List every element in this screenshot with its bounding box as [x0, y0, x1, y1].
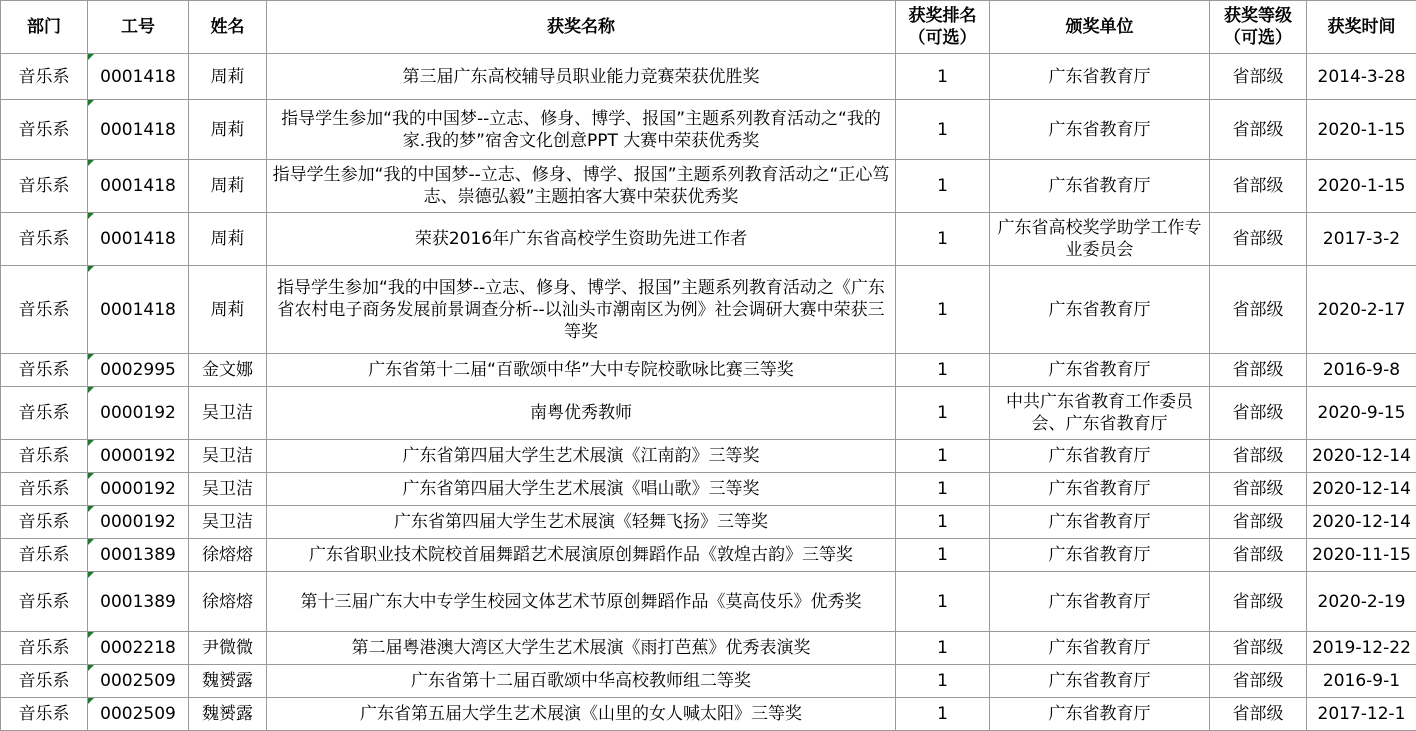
employee-id-cell[interactable]: 0002509 [88, 665, 189, 698]
award-date-cell[interactable]: 2020-12-14 [1307, 473, 1416, 506]
department-cell[interactable]: 音乐系 [1, 266, 88, 354]
award-date-cell[interactable]: 2017-3-2 [1307, 213, 1416, 266]
employee-id-cell[interactable]: 0000192 [88, 506, 189, 539]
award-name-cell[interactable]: 南粤优秀教师 [267, 387, 896, 440]
employee-id-cell[interactable]: 0001418 [88, 213, 189, 266]
col-header-award-date[interactable]: 获奖时间 [1307, 1, 1416, 54]
employee-id-cell[interactable]: 0002995 [88, 354, 189, 387]
table-row [1, 572, 1416, 632]
award-level-cell[interactable]: 省部级 [1210, 473, 1307, 506]
name-cell[interactable]: 徐熔熔 [189, 539, 267, 572]
employee-id-cell[interactable]: 0001418 [88, 54, 189, 100]
award-rank-cell[interactable]: 1 [896, 354, 990, 387]
employee-id-cell[interactable]: 0002509 [88, 698, 189, 731]
award-name-cell[interactable]: 第二届粤港澳大湾区大学生艺术展演《雨打芭蕉》优秀表演奖 [267, 632, 896, 665]
employee-id-cell[interactable]: 0001389 [88, 539, 189, 572]
awarding-body-cell[interactable]: 广东省教育厅 [990, 539, 1210, 572]
awarding-body-cell[interactable]: 广东省教育厅 [990, 473, 1210, 506]
col-header-employee-id[interactable]: 工号 [88, 1, 189, 54]
department-cell[interactable]: 音乐系 [1, 440, 88, 473]
award-rank-cell[interactable]: 1 [896, 54, 990, 100]
award-rank-cell[interactable]: 1 [896, 160, 990, 213]
award-date-cell[interactable]: 2020-9-15 [1307, 387, 1416, 440]
award-level-cell[interactable]: 省部级 [1210, 539, 1307, 572]
award-name-cell[interactable]: 广东省第四届大学生艺术展演《唱山歌》三等奖 [267, 473, 896, 506]
name-cell[interactable]: 周莉 [189, 100, 267, 160]
table-row [1, 387, 1416, 440]
awarding-body-cell[interactable]: 广东省教育厅 [990, 354, 1210, 387]
award-level-cell[interactable]: 省部级 [1210, 698, 1307, 731]
table-row [1, 160, 1416, 213]
table-row [1, 665, 1416, 698]
award-rank-cell[interactable]: 1 [896, 100, 990, 160]
award-date-cell[interactable]: 2020-2-17 [1307, 266, 1416, 354]
awarding-body-cell[interactable]: 广东省教育厅 [990, 266, 1210, 354]
award-name-cell[interactable]: 广东省第十二届百歌颂中华高校教师组二等奖 [267, 665, 896, 698]
name-cell[interactable]: 吴卫洁 [189, 440, 267, 473]
awarding-body-cell[interactable]: 广东省教育厅 [990, 665, 1210, 698]
award-rank-cell[interactable]: 1 [896, 473, 990, 506]
col-header-name[interactable]: 姓名 [189, 1, 267, 54]
awarding-body-cell[interactable]: 广东省教育厅 [990, 506, 1210, 539]
name-cell[interactable]: 徐熔熔 [189, 572, 267, 632]
award-name-cell[interactable]: 广东省第四届大学生艺术展演《江南韵》三等奖 [267, 440, 896, 473]
name-cell[interactable]: 周莉 [189, 266, 267, 354]
award-name-cell[interactable]: 广东省职业技术院校首届舞蹈艺术展演原创舞蹈作品《敦煌古韵》三等奖 [267, 539, 896, 572]
awarding-body-cell[interactable]: 广东省教育厅 [990, 100, 1210, 160]
awarding-body-cell[interactable]: 广东省教育厅 [990, 440, 1210, 473]
award-name-cell[interactable]: 广东省第四届大学生艺术展演《轻舞飞扬》三等奖 [267, 506, 896, 539]
table-row [1, 473, 1416, 506]
table-row [1, 54, 1416, 100]
department-cell[interactable]: 音乐系 [1, 665, 88, 698]
employee-id-cell[interactable]: 0000192 [88, 387, 189, 440]
award-date-cell[interactable]: 2020-12-14 [1307, 440, 1416, 473]
table-row [1, 698, 1416, 731]
employee-id-cell[interactable]: 0001418 [88, 266, 189, 354]
table-row [1, 100, 1416, 160]
name-cell[interactable]: 吴卫洁 [189, 387, 267, 440]
col-header-department[interactable]: 部门 [1, 1, 88, 54]
award-rank-cell[interactable]: 1 [896, 213, 990, 266]
table-row [1, 213, 1416, 266]
department-cell[interactable]: 音乐系 [1, 506, 88, 539]
col-header-award-name[interactable]: 获奖名称 [267, 1, 896, 54]
award-name-cell[interactable]: 广东省第五届大学生艺术展演《山里的女人喊太阳》三等奖 [267, 698, 896, 731]
table-row [1, 440, 1416, 473]
award-rank-cell[interactable]: 1 [896, 440, 990, 473]
award-date-cell[interactable]: 2020-11-15 [1307, 539, 1416, 572]
award-date-cell[interactable]: 2020-12-14 [1307, 506, 1416, 539]
department-cell[interactable]: 音乐系 [1, 54, 88, 100]
header-row [1, 1, 1416, 54]
award-name-cell[interactable]: 指导学生参加“我的中国梦--立志、修身、博学、报国”主题系列教育活动之《广东省农村电子商务发展前景调查分析--以汕头市潮南区为例》社会调研大赛中荣获三等奖 [267, 266, 896, 354]
table-row [1, 506, 1416, 539]
award-level-cell[interactable]: 省部级 [1210, 54, 1307, 100]
award-name-cell[interactable]: 第十三届广东大中专学生校园文体艺术节原创舞蹈作品《莫高伎乐》优秀奖 [267, 572, 896, 632]
col-header-awarding-body[interactable]: 颁奖单位 [990, 1, 1210, 54]
name-cell[interactable]: 魏赟露 [189, 698, 267, 731]
department-cell[interactable]: 音乐系 [1, 387, 88, 440]
department-cell[interactable]: 音乐系 [1, 698, 88, 731]
employee-id-cell[interactable]: 0001389 [88, 572, 189, 632]
award-date-cell[interactable]: 2019-12-22 [1307, 632, 1416, 665]
awarding-body-cell[interactable]: 广东省教育厅 [990, 54, 1210, 100]
awarding-body-cell[interactable]: 广东省教育厅 [990, 160, 1210, 213]
award-rank-cell[interactable]: 1 [896, 572, 990, 632]
name-cell[interactable]: 尹微微 [189, 632, 267, 665]
name-cell[interactable]: 周莉 [189, 54, 267, 100]
department-cell[interactable]: 音乐系 [1, 572, 88, 632]
name-cell[interactable]: 吴卫洁 [189, 473, 267, 506]
table-row [1, 539, 1416, 572]
name-cell[interactable]: 吴卫洁 [189, 506, 267, 539]
employee-id-cell[interactable]: 0002218 [88, 632, 189, 665]
name-cell[interactable]: 周莉 [189, 213, 267, 266]
award-rank-cell[interactable]: 1 [896, 632, 990, 665]
award-date-cell[interactable]: 2014-3-28 [1307, 54, 1416, 100]
award-rank-cell[interactable]: 1 [896, 266, 990, 354]
table-row [1, 354, 1416, 387]
award-rank-cell[interactable]: 1 [896, 387, 990, 440]
employee-id-cell[interactable]: 0000192 [88, 440, 189, 473]
award-level-cell[interactable]: 省部级 [1210, 506, 1307, 539]
awarding-body-cell[interactable]: 广东省教育厅 [990, 572, 1210, 632]
award-rank-cell[interactable]: 1 [896, 665, 990, 698]
department-cell[interactable]: 音乐系 [1, 213, 88, 266]
name-cell[interactable]: 魏赟露 [189, 665, 267, 698]
award-name-cell[interactable]: 荣获2016年广东省高校学生资助先进工作者 [267, 213, 896, 266]
award-date-cell[interactable]: 2017-12-1 [1307, 698, 1416, 731]
award-name-cell[interactable]: 指导学生参加“我的中国梦--立志、修身、博学、报国”主题系列教育活动之“正心笃志、崇德弘毅”主题拍客大赛中荣获优秀奖 [267, 160, 896, 213]
award-level-cell[interactable]: 省部级 [1210, 100, 1307, 160]
department-cell[interactable]: 音乐系 [1, 354, 88, 387]
department-cell[interactable]: 音乐系 [1, 473, 88, 506]
award-date-cell[interactable]: 2020-1-15 [1307, 100, 1416, 160]
table-body [1, 54, 1416, 731]
award-level-cell[interactable]: 省部级 [1210, 632, 1307, 665]
award-level-cell[interactable]: 省部级 [1210, 440, 1307, 473]
award-date-cell[interactable]: 2016-9-1 [1307, 665, 1416, 698]
table-row [1, 266, 1416, 354]
name-cell[interactable]: 金文娜 [189, 354, 267, 387]
awarding-body-cell[interactable]: 中共广东省教育工作委员会、广东省教育厅 [990, 387, 1210, 440]
col-header-award-rank[interactable]: 获奖排名（可选） [896, 1, 990, 54]
award-level-cell[interactable]: 省部级 [1210, 160, 1307, 213]
award-date-cell[interactable]: 2016-9-8 [1307, 354, 1416, 387]
department-cell[interactable]: 音乐系 [1, 539, 88, 572]
award-level-cell[interactable]: 省部级 [1210, 572, 1307, 632]
award-date-cell[interactable]: 2020-2-19 [1307, 572, 1416, 632]
department-cell[interactable]: 音乐系 [1, 100, 88, 160]
award-name-cell[interactable]: 第三届广东高校辅导员职业能力竞赛荣获优胜奖 [267, 54, 896, 100]
department-cell[interactable]: 音乐系 [1, 632, 88, 665]
award-name-cell[interactable]: 广东省第十二届“百歌颂中华”大中专院校歌咏比赛三等奖 [267, 354, 896, 387]
award-rank-cell[interactable]: 1 [896, 539, 990, 572]
employee-id-cell[interactable]: 0001418 [88, 100, 189, 160]
table-row [1, 632, 1416, 665]
employee-id-cell[interactable]: 0000192 [88, 473, 189, 506]
department-cell[interactable]: 音乐系 [1, 160, 88, 213]
award-level-cell[interactable]: 省部级 [1210, 354, 1307, 387]
award-date-cell[interactable]: 2020-1-15 [1307, 160, 1416, 213]
awarding-body-cell[interactable]: 广东省教育厅 [990, 698, 1210, 731]
name-cell[interactable]: 周莉 [189, 160, 267, 213]
award-rank-cell[interactable]: 1 [896, 698, 990, 731]
award-level-cell[interactable]: 省部级 [1210, 213, 1307, 266]
award-level-cell[interactable]: 省部级 [1210, 665, 1307, 698]
col-header-award-level[interactable]: 获奖等级（可选） [1210, 1, 1307, 54]
award-name-cell[interactable]: 指导学生参加“我的中国梦--立志、修身、博学、报国”主题系列教育活动之“我的家.我的梦”宿舍文化创意PPT 大赛中荣获优秀奖 [267, 100, 896, 160]
award-level-cell[interactable]: 省部级 [1210, 266, 1307, 354]
award-rank-cell[interactable]: 1 [896, 506, 990, 539]
awarding-body-cell[interactable]: 广东省高校奖学助学工作专业委员会 [990, 213, 1210, 266]
awarding-body-cell[interactable]: 广东省教育厅 [990, 632, 1210, 665]
award-level-cell[interactable]: 省部级 [1210, 387, 1307, 440]
employee-id-cell[interactable]: 0001418 [88, 160, 189, 213]
